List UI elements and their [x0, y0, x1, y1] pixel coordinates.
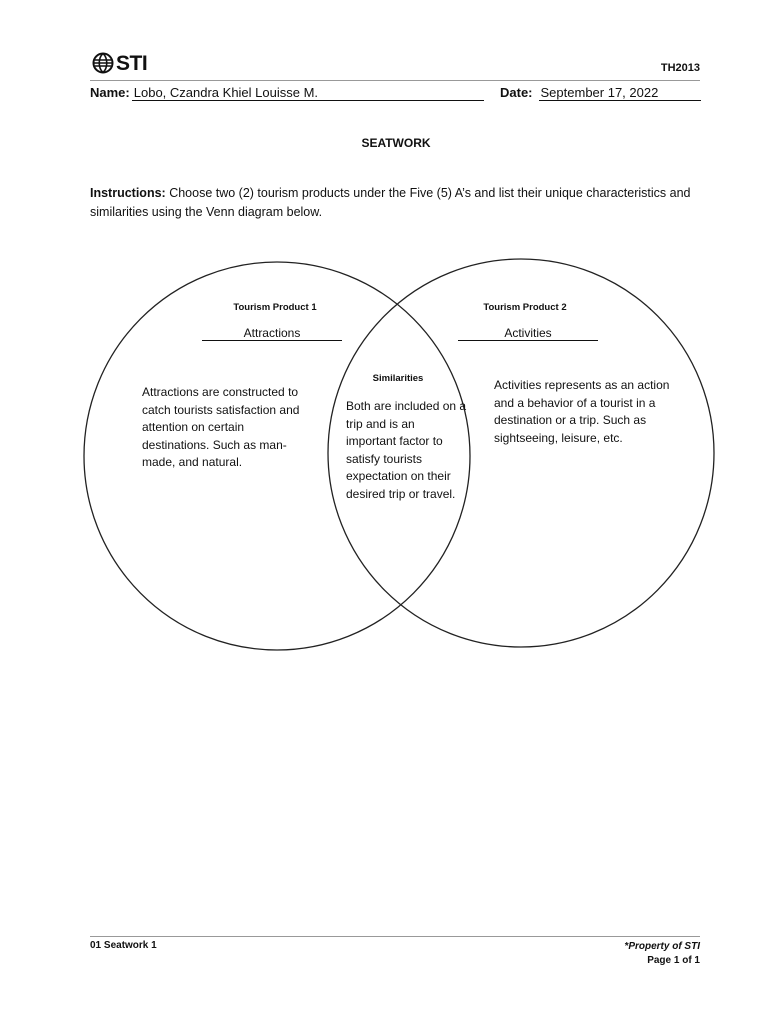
footer-rule	[90, 936, 700, 937]
page-title: SEATWORK	[361, 136, 431, 150]
logo-text: STI	[116, 51, 148, 75]
date-value: September 17, 2022	[539, 86, 701, 101]
name-value: Lobo, Czandra Khiel Louisse M.	[132, 86, 484, 101]
similarities-heading: Similarities	[372, 373, 424, 384]
similarities-description: Both are included on a trip and is an important factor to satisfy tourists expectation on their desired trip or travel.	[346, 399, 467, 501]
product-1-description: Attractions are constructed to catch tourists satisfaction and attention on certain destinations. Such as man-made, and natural.	[142, 385, 300, 469]
name-label: Name:	[90, 85, 130, 100]
course-code: TH2013	[660, 62, 700, 74]
product-2-name: Activities	[458, 326, 598, 341]
footer-doc-label: 01 Seatwork 1	[90, 940, 157, 951]
instructions-label: Instructions:	[90, 186, 166, 200]
footer-right	[624, 940, 700, 968]
product-1-heading: Tourism Product 1	[233, 302, 317, 313]
product-2-heading: Tourism Product 2	[483, 302, 567, 313]
date-label: Date:	[500, 85, 533, 100]
instructions-text: Choose two (2) tourism products under the Five (5) A’s and list their unique characteristics and similarities using the Venn diagram below.	[90, 186, 691, 219]
footer-property: *Property of STI	[624, 941, 700, 952]
product-2-description: Activities represents as an action and a behavior of a tourist in a destination or a trip. Such as sightseeing, leisure, etc.	[494, 378, 670, 445]
footer-page-number: Page 1 of 1	[647, 955, 700, 966]
product-1-name: Attractions	[202, 326, 342, 341]
